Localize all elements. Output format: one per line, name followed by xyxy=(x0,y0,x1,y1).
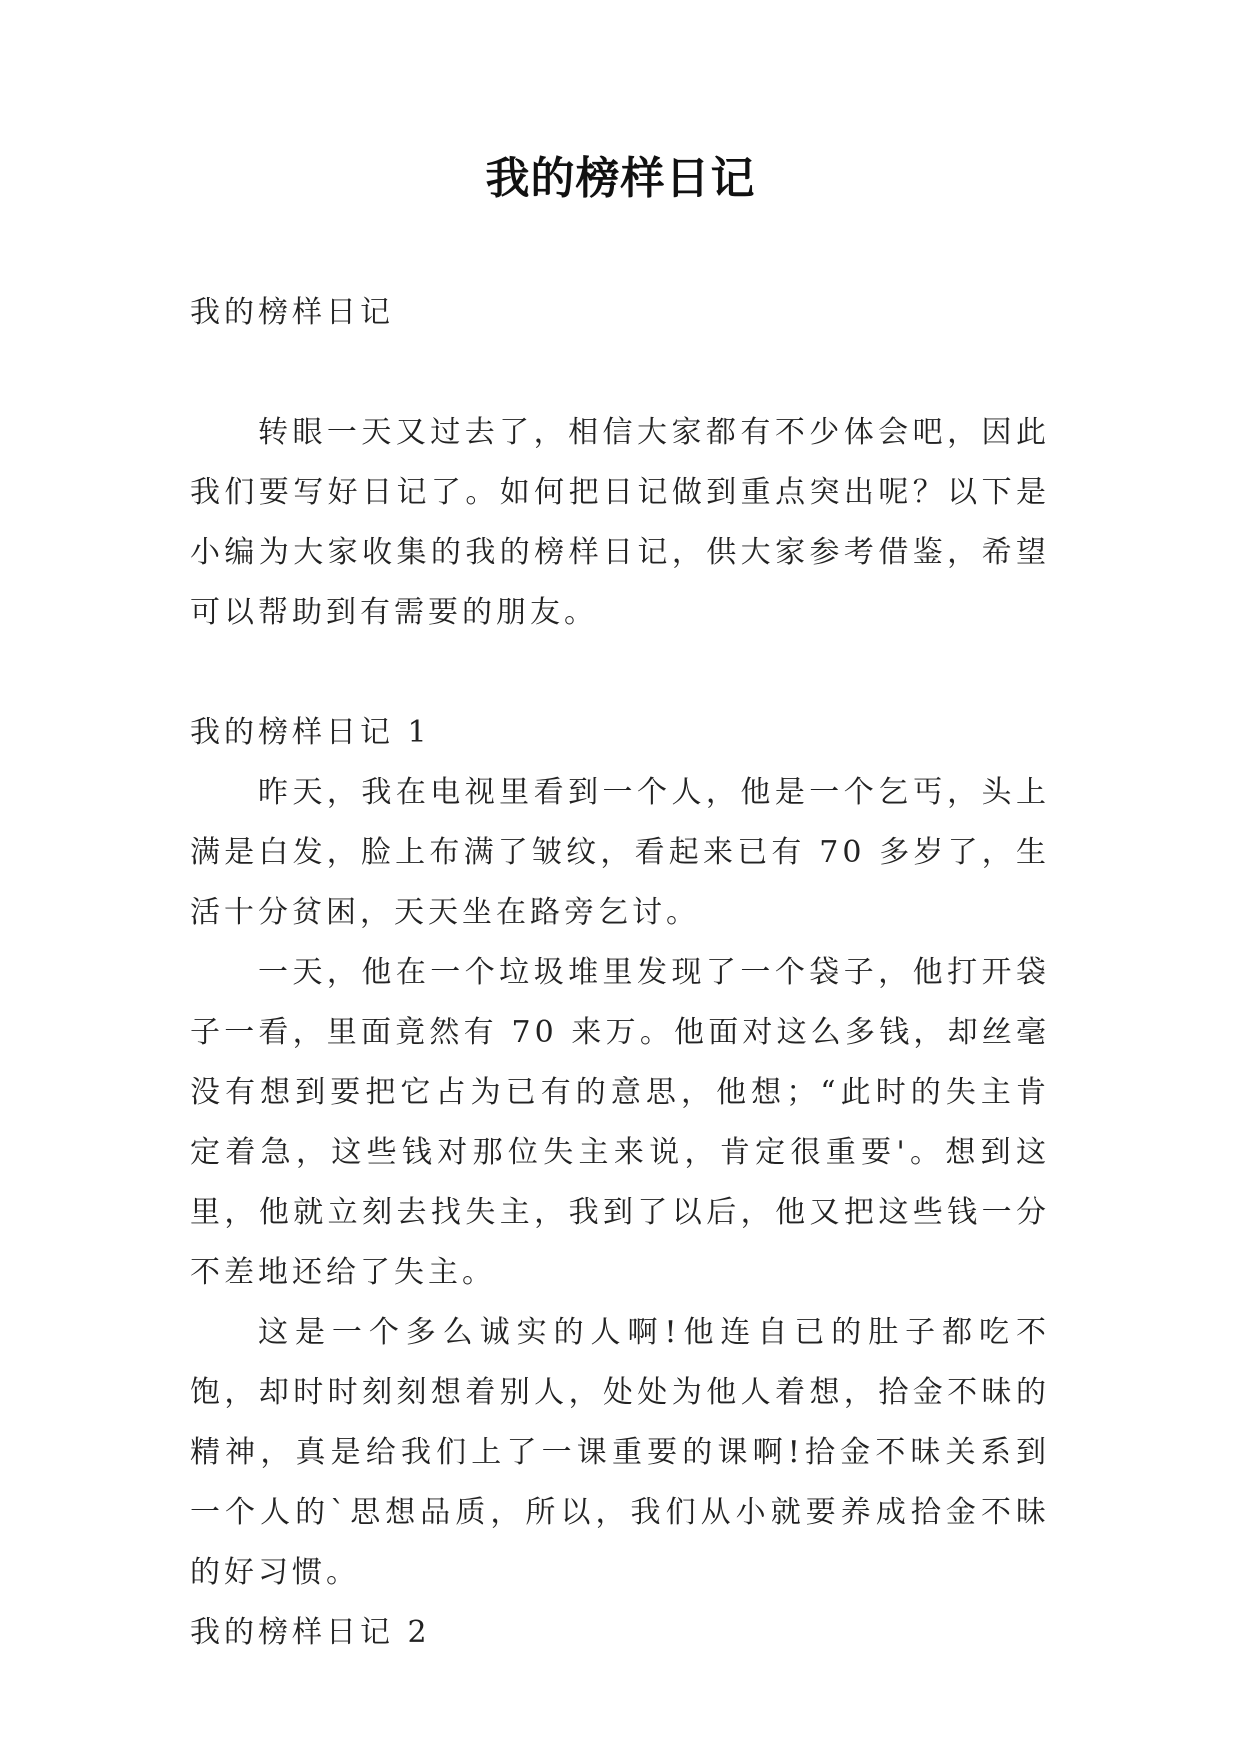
document-body xyxy=(190,283,1050,1663)
section-1-paragraph-2: 一天，他在一个垃圾堆里发现了一个袋子，他打开袋子一看，里面竟然有 70 来万。他面对这么多钱，却丝毫没有想到要把它占为已有的意思，他想；“此时的失主肯定着急，这些钱对那位失主来说，肯定很重要'。想到这里，他就立刻去找失主，我到了以后，他又把这些钱一分不差地还给了失主。 xyxy=(190,955,1050,1290)
intro-paragraph: 转眼一天又过去了，相信大家都有不少体会吧，因此我们要写好日记了。如何把日记做到重点突出呢？以下是小编为大家收集的我的榜样日记，供大家参考借鉴，希望可以帮助到有需要的朋友。 xyxy=(190,415,1050,630)
section-1-paragraph-1: 昨天，我在电视里看到一个人，他是一个乞丐，头上满是白发，脸上布满了皱纹，看起来已有 70 多岁了，生活十分贫困，天天坐在路旁乞讨。 xyxy=(190,775,1050,930)
section-1-heading: 我的榜样日记 1 xyxy=(190,715,431,750)
document-title: 我的榜样日记 xyxy=(485,153,756,204)
document-subtitle: 我的榜样日记 xyxy=(190,295,394,330)
section-2-heading: 我的榜样日记 2 xyxy=(190,1615,431,1650)
section-1-paragraph-3: 这是一个多么诚实的人啊!他连自已的肚子都吃不饱，却时时刻刻想着别人，处处为他人着想，拾金不昧的精神，真是给我们上了一课重要的课啊!拾金不昧关系到一个人的`思想品质，所以，我们从小就要养成拾金不昧的好习惯。 xyxy=(190,1315,1050,1590)
